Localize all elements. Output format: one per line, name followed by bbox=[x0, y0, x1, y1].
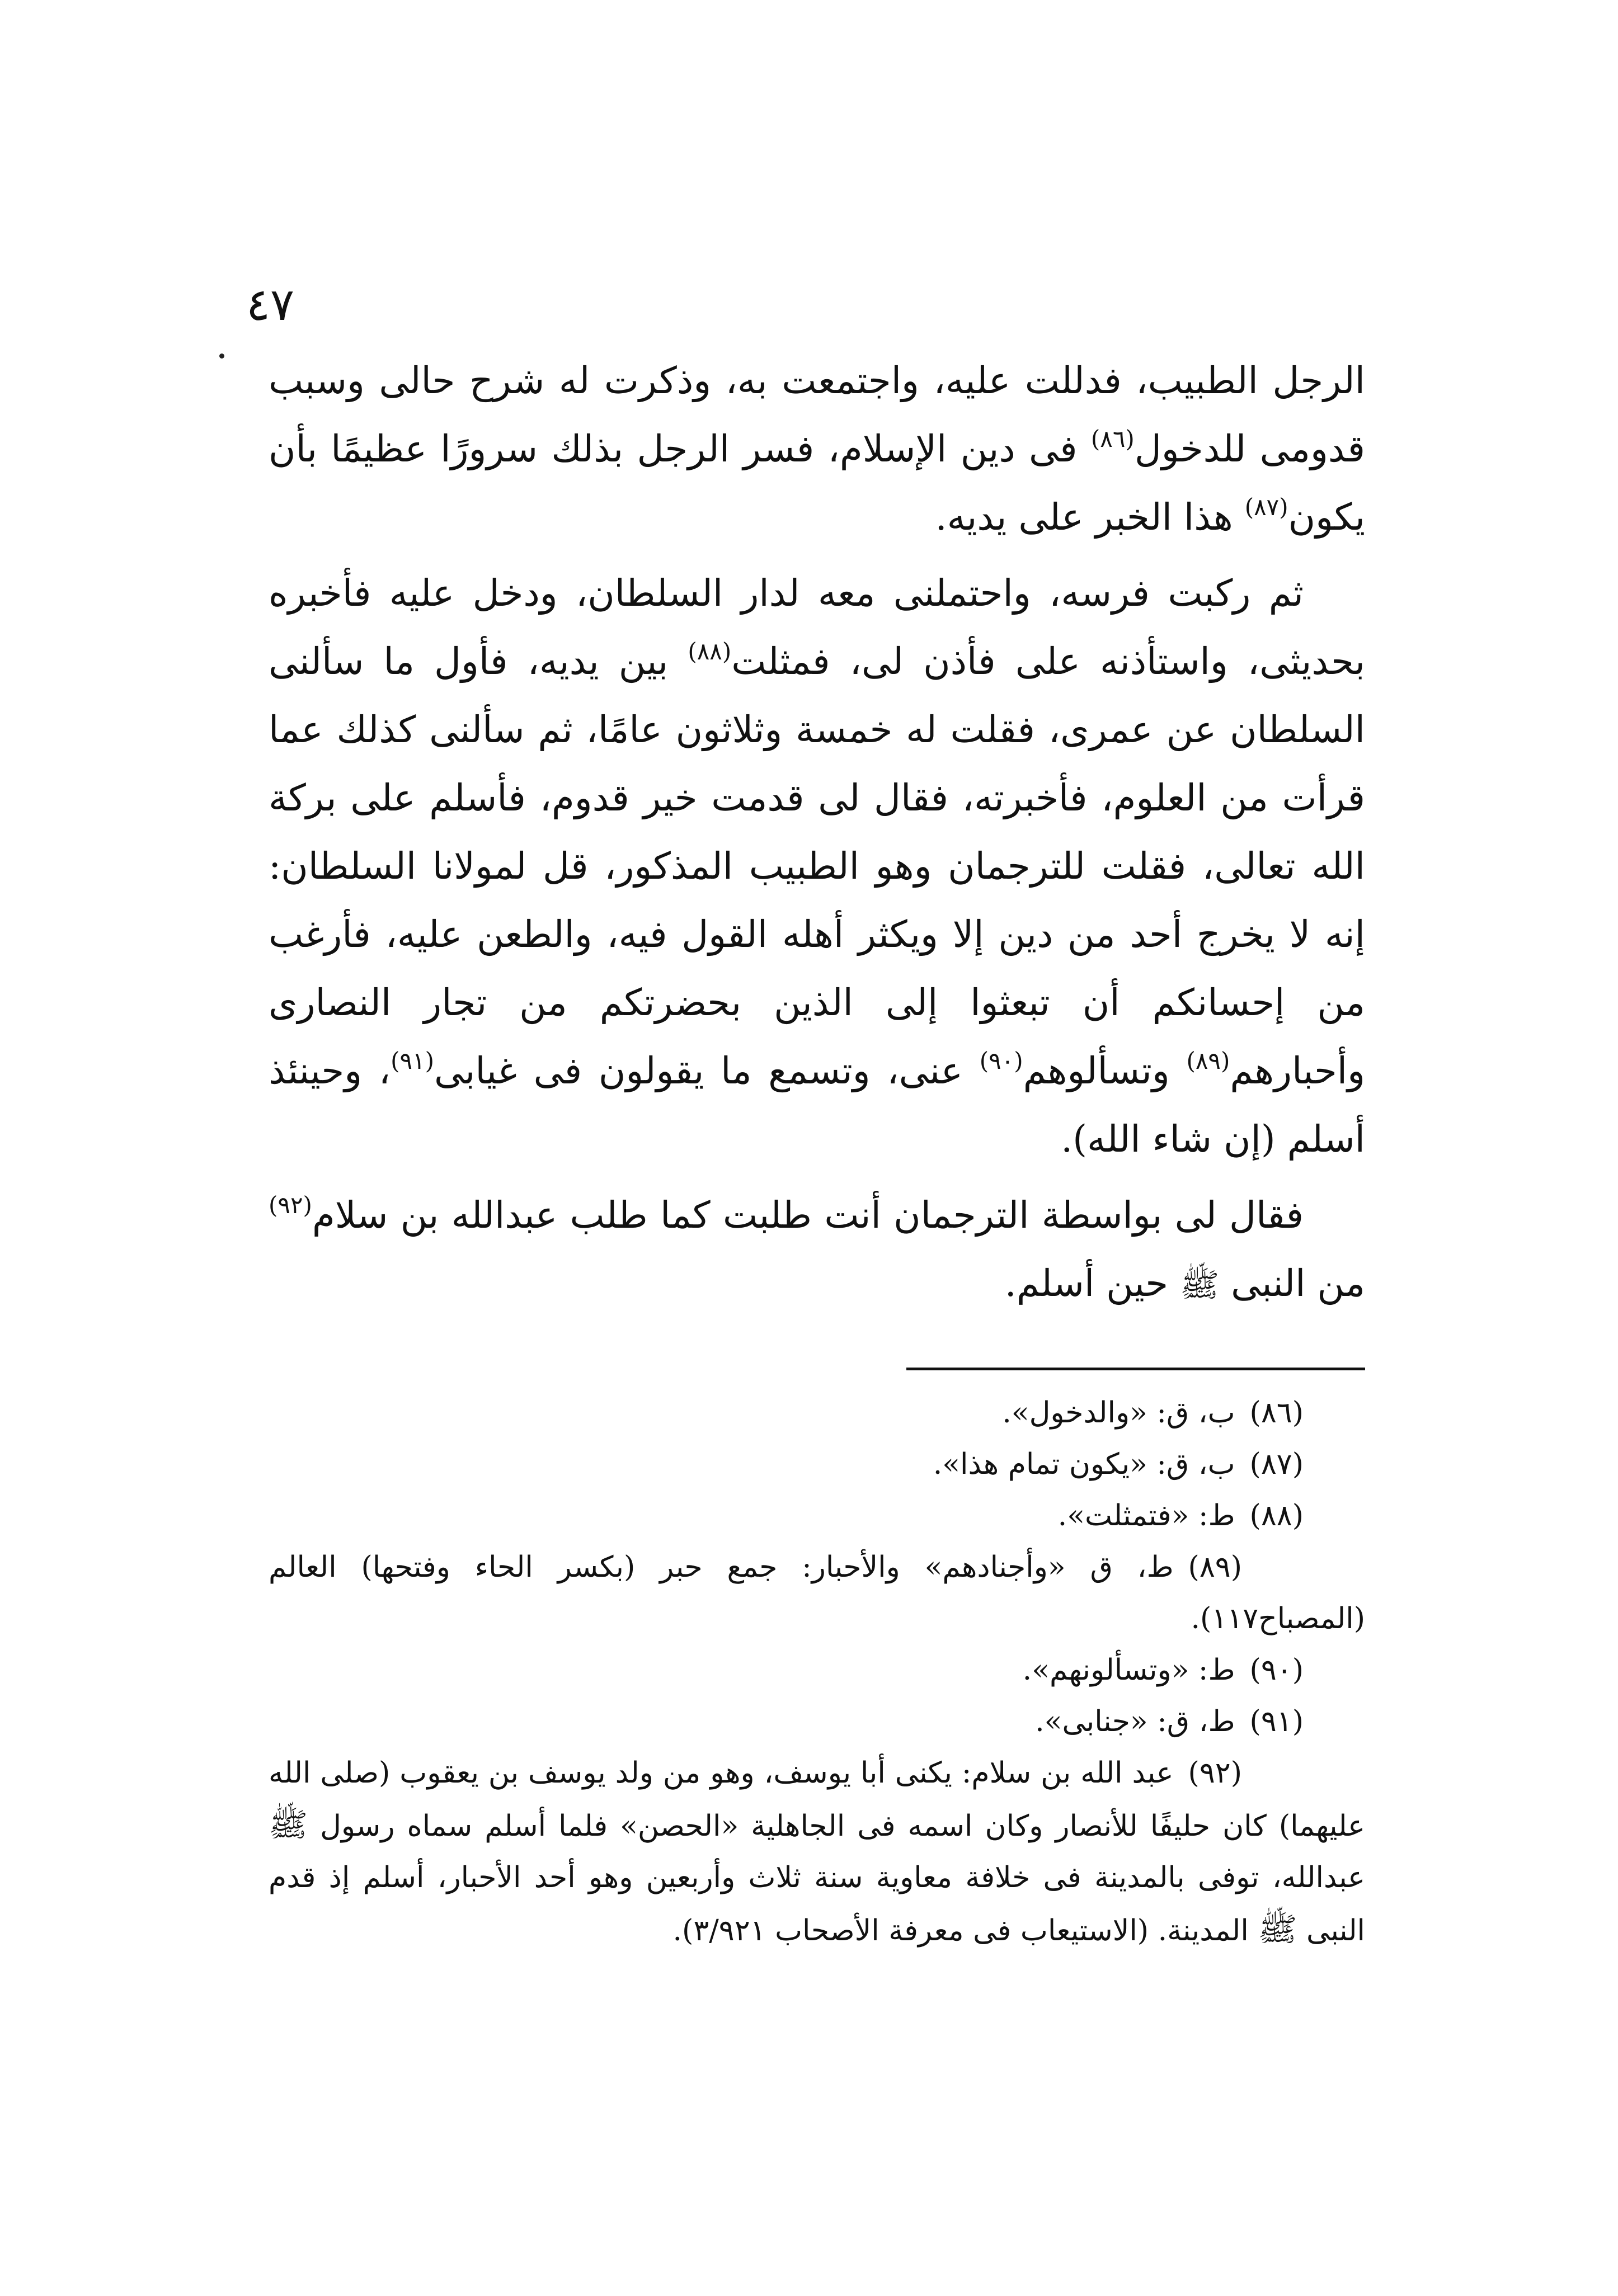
footnote-86 bbox=[269, 1387, 1365, 1439]
paragraph-1-part-3: هذا الخبر على يديه. bbox=[935, 496, 1245, 539]
footnote-text: ط، ق: «جنابى». bbox=[1035, 1705, 1235, 1738]
footnote-number: (٨٧) bbox=[1249, 1448, 1304, 1481]
footnote-89 bbox=[269, 1541, 1365, 1644]
footnote-text: ب، ق: «والدخول». bbox=[1002, 1396, 1235, 1430]
footnote-separator bbox=[906, 1368, 1365, 1370]
footnote-number: (٩٢) bbox=[1188, 1756, 1242, 1790]
paragraph-2-part-4: عنى، وتسمع ما يقولون فى غيابى bbox=[434, 1049, 980, 1092]
paragraph-3-part-3: حين أسلم. bbox=[1004, 1262, 1180, 1305]
footnote-text: ط: «فتمثلت». bbox=[1057, 1499, 1235, 1533]
main-text bbox=[269, 347, 1365, 1327]
footnote-text: ط: «وتسألونهم». bbox=[1022, 1653, 1235, 1687]
footnote-number: (٨٩) bbox=[1188, 1550, 1242, 1584]
paragraph-1-part-2: فى دين الإسلام، فسر الرجل بذلك سرورًا عظيمًا بأن يكون bbox=[269, 427, 1365, 539]
paragraph-3-part-1: فقال لى بواسطة الترجمان أنت طلبت كما طلب عبدالله بن سلام bbox=[312, 1194, 1304, 1237]
footnote-number: (٩١) bbox=[1249, 1705, 1304, 1738]
footnote-ref-92[interactable]: (٩٢) bbox=[269, 1191, 312, 1219]
footnote-number: (٩٠) bbox=[1249, 1653, 1304, 1687]
footnote-number: (٨٨) bbox=[1249, 1499, 1304, 1533]
salutation-glyph: ﷺ bbox=[269, 1805, 308, 1844]
paragraph-2-part-3: وتسألوهم bbox=[1023, 1049, 1187, 1092]
footnote-text: ب، ق: «يكون تمام هذا». bbox=[933, 1448, 1235, 1481]
paragraph-1-part-1: الرجل الطبيب، فدللت عليه، واجتمعت به، وذكرت له شرح حالى وسبب قدومى للدخول bbox=[269, 359, 1366, 470]
footnote-ref-89[interactable]: (٨٩) bbox=[1186, 1047, 1230, 1074]
footnote-88 bbox=[269, 1490, 1365, 1541]
footnote-text-part-3: المدينة. (الاستيعاب فى معرفة الأصحاب ٣/٩٢١). bbox=[672, 1914, 1258, 1948]
footnote-91 bbox=[269, 1696, 1365, 1747]
footnote-92 bbox=[269, 1747, 1365, 1956]
footnote-text-part-1: عبد الله بن سلام: يكنى أبا يوسف، وهو من ولد يوسف بن يعقوب (صلى الله عليهما) كان حليفًا للأنصار وكان اسمه فى الجاهلية «الحصن» فلما أسلم سماه رسول bbox=[269, 1756, 1365, 1843]
paragraph-1 bbox=[269, 347, 1365, 551]
footnotes bbox=[269, 1387, 1365, 1956]
footnote-ref-86[interactable]: (٨٦) bbox=[1090, 425, 1135, 452]
salutation-glyph: ﷺ bbox=[1180, 1266, 1220, 1304]
page-number: ٤٧ bbox=[246, 279, 294, 331]
footnote-number: (٨٦) bbox=[1249, 1396, 1304, 1430]
paragraph-2-part-2: بين يديه، فأول ما سألنى السلطان عن عمرى، فقلت له خمسة وثلاثون عامًا، ثم سألنى كذلك عما قرأت من العلوم، فأخبرته، فقال لى قدمت خير قدوم، فأسلم على بركة الله تعالى، فقلت للترجمان وهو الطبيب المذكور، قل لمولانا السلطان: إنه لا يخرج أحد من دين إلا ويكثر أهله القول فيه، والطعن عليه، فأرغب من إحسانكم أن تبعثوا إلى الذين بحضرتكم من تجار النصارى وأحبارهم bbox=[269, 640, 1366, 1092]
footnote-ref-91[interactable]: (٩١) bbox=[391, 1047, 434, 1074]
footnote-ref-87[interactable]: (٨٧) bbox=[1244, 493, 1288, 521]
footnote-87 bbox=[269, 1439, 1365, 1490]
paragraph-2-part-1: ثم ركبت فرسه، واحتملنى معه لدار السلطان، ودخل عليه فأخبره بحديثى، واستأذنه على فأذن لى، فمثلت bbox=[269, 572, 1365, 683]
margin-dot bbox=[219, 353, 224, 359]
salutation-glyph: ﷺ bbox=[1258, 1910, 1297, 1948]
paragraph-3 bbox=[269, 1181, 1365, 1319]
footnote-text-part-2: عبدالله، توفى بالمدينة فى خلافة معاوية سنة ثلاث وأربعين وهو أحد الأحبار، أسلم إذ قدم النبى bbox=[269, 1861, 1365, 1948]
footnote-ref-88[interactable]: (٨٨) bbox=[688, 638, 732, 665]
paragraph-3-part-2: من النبى bbox=[1219, 1262, 1365, 1305]
paragraph-2 bbox=[269, 559, 1365, 1173]
footnote-90 bbox=[269, 1644, 1365, 1696]
footnote-ref-90[interactable]: (٩٠) bbox=[979, 1047, 1023, 1074]
footnote-text: ط، ق «وأجنادهم» والأحبار: جمع حبر (بكسر الحاء وفتحها) العالم (المصباح١١٧). bbox=[269, 1550, 1365, 1635]
paragraph-2-part-5: ، وحينئذ أسلم (إن شاء الله). bbox=[269, 1049, 1365, 1161]
